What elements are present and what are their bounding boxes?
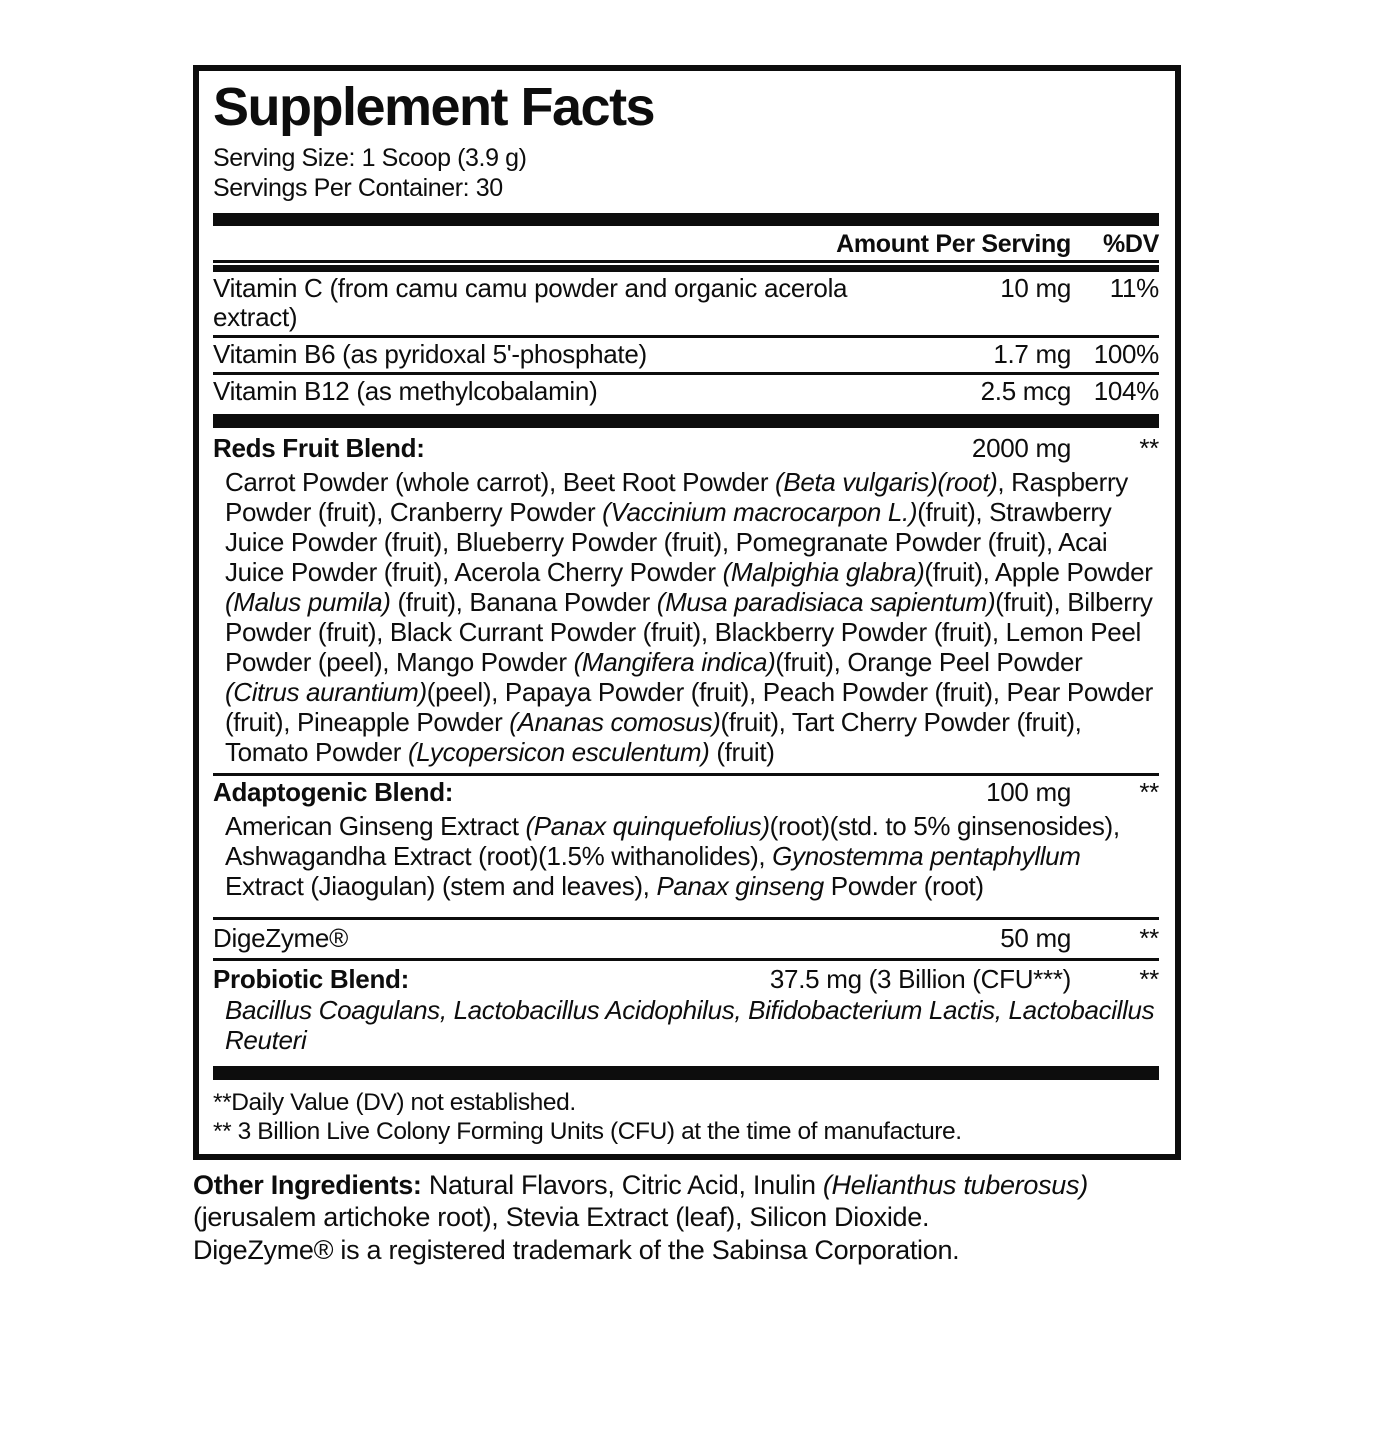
vitamin-c-amount: 10 mg xyxy=(1000,273,1071,304)
adaptogenic-blend-ingredients: American Ginseng Extract (Panax quinquefolius)(root)(std. to 5% ginsenosides), Ashwagandha Extract (root)(1.5% withanolides), Gynostemma pentaphyllum Extract (Jiaogulan) (stem and leaves), Panax ginseng Powder (root) xyxy=(225,811,1120,902)
reds-fruit-blend-ingredients: Carrot Powder (whole carrot), Beet Root Powder (Beta vulgaris)(root), Raspberry Powder (fruit), Cranberry Powder (Vaccinium macrocarpon L.)(fruit), Strawberry Juice Powder (fruit), Blueberry Powder (fruit), Pomegranate Powder (fruit), Acai Juice Powder (fruit), Acerola Cherry Powder (Malpighia glabra)(fruit), Apple Powder (Malus pumila) (fruit), Banana Powder (Musa paradisiaca sapientum)(fruit), Bilberry Powder (fruit), Black Currant Powder (fruit), Blackberry Powder (fruit), Lemon Peel Powder (peel), Mango Powder (Mangifera indica)(fruit), Orange Peel Powder (Citrus aurantium)(peel), Papaya Powder (fruit), Peach Powder (fruit), Pear Powder (fruit), Pineapple Powder (Ananas comosus)(fruit), Tart Cherry Powder (fruit), Tomato Powder (Lycopersicon esculentum) (fruit) xyxy=(225,467,1153,768)
other-ingredients-section xyxy=(193,1169,1138,1266)
serving-size: Serving Size: 1 Scoop (3.9 g) xyxy=(213,144,527,173)
reds-fruit-blend-dv: ** xyxy=(1139,433,1159,464)
footnote-dv: **Daily Value (DV) not established. xyxy=(213,1089,576,1117)
reds-fruit-blend-amount: 2000 mg xyxy=(971,433,1071,464)
probiotic-blend-ingredients: Bacillus Coagulans, Lactobacillus Acidophilus, Bifidobacterium Lactis, Lactobacillus Reuteri xyxy=(225,995,1155,1056)
vitamin-b12-dv: 104% xyxy=(1093,376,1159,407)
digezyme-dv: ** xyxy=(1139,923,1159,954)
supplement-facts-panel xyxy=(193,65,1181,1160)
reds-fruit-blend-name: Reds Fruit Blend: xyxy=(213,433,425,464)
label-sheet xyxy=(193,65,1181,1266)
vitamin-b12-amount: 2.5 mcg xyxy=(980,376,1071,407)
vitamin-b6-amount: 1.7 mg xyxy=(993,339,1071,370)
servings-per-container: Servings Per Container: 30 xyxy=(213,174,503,203)
vitamin-c-row xyxy=(213,272,1159,335)
probiotic-blend-amount: 37.5 mg (3 Billion (CFU***) xyxy=(769,964,1071,995)
column-header-row xyxy=(213,230,1159,260)
thick-rule-bottom xyxy=(213,1066,1159,1080)
adaptogenic-blend-dv: ** xyxy=(1139,777,1159,808)
adaptogenic-blend-row xyxy=(213,776,1159,810)
adaptogenic-blend-name: Adaptogenic Blend: xyxy=(213,777,454,808)
probiotic-blend-name: Probiotic Blend: xyxy=(213,964,409,995)
vitamin-c-name: Vitamin C (from camu camu powder and organic acerola extract) xyxy=(213,273,848,333)
digezyme-amount: 50 mg xyxy=(1000,923,1071,954)
vitamin-b6-name: Vitamin B6 (as pyridoxal 5'-phosphate) xyxy=(213,339,647,370)
header-rule xyxy=(213,260,1159,272)
amount-per-serving-header: Amount Per Serving xyxy=(836,230,1071,259)
probiotic-blend-dv: ** xyxy=(1139,964,1159,995)
vitamin-b6-dv: 100% xyxy=(1093,339,1159,370)
vitamin-c-dv: 11% xyxy=(1109,273,1159,304)
digezyme-row xyxy=(213,920,1159,958)
vitamin-b12-row xyxy=(213,375,1159,409)
digezyme-trademark-line: DigeZyme® is a registered trademark of the Sabinsa Corporation. xyxy=(193,1235,960,1266)
thick-rule-mid xyxy=(213,414,1159,428)
vitamin-b12-name: Vitamin B12 (as methylcobalamin) xyxy=(213,376,598,407)
footnote-cfu: ** 3 Billion Live Colony Forming Units (CFU) at the time of manufacture. xyxy=(213,1118,962,1146)
digezyme-name: DigeZyme® xyxy=(213,923,348,954)
vitamin-b6-row xyxy=(213,338,1159,372)
section-gap xyxy=(213,903,1159,917)
adaptogenic-blend-amount: 100 mg xyxy=(986,777,1071,808)
supplement-facts-title: Supplement Facts xyxy=(213,77,655,137)
thick-rule-top xyxy=(213,213,1159,226)
probiotic-blend-row xyxy=(213,961,1159,997)
other-ingredients-paragraph: Other Ingredients: Natural Flavors, Citric Acid, Inulin (Helianthus tuberosus)(jerusalem artichoke root), Stevia Extract (leaf), Silicon Dioxide. xyxy=(193,1170,1088,1233)
dv-header: %DV xyxy=(1102,230,1159,259)
reds-fruit-blend-row xyxy=(213,432,1159,466)
